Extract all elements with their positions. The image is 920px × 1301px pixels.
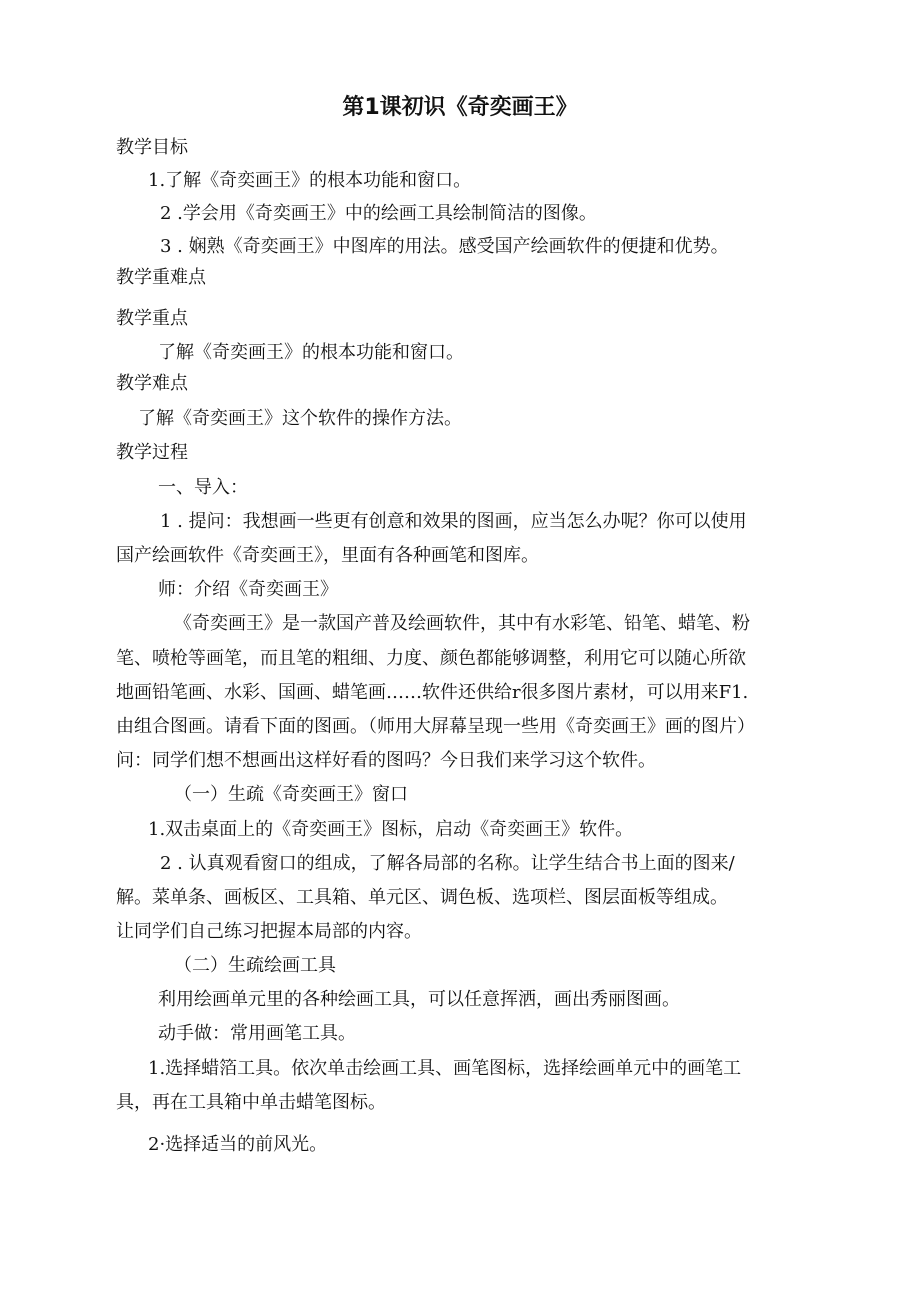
paragraph-line: 2 . 认真观看窗口的组成，了解各局部的名称。让学生结合书上面的图来/ bbox=[160, 853, 735, 874]
paragraph-line: 地画铅笔画、水彩、国画、蜡笔画……软件还供给r很多图片素材，可以用来F1. bbox=[116, 682, 749, 703]
page-title: 第1课初识《奇奕画王》 bbox=[342, 95, 578, 120]
paragraph-line: 1.双击桌面上的《奇奕画王》图标，启动《奇奕画王》软件。 bbox=[148, 819, 634, 840]
paragraph-line: 《奇奕画王》是一款国产普及绘画软件，其中有水彩笔、铅笔、蜡笔、粉 bbox=[174, 613, 750, 634]
paragraph-line: 利用绘画单元里的各种绘画工具，可以任意挥洒，画出秀丽图画。 bbox=[158, 989, 680, 1010]
goal-item-1: 1.了解《奇奕画王》的根本功能和窗口。 bbox=[148, 170, 472, 191]
section-introduction: 一、导入： bbox=[158, 477, 248, 498]
paragraph-line: 具，再在工具箱中单击蜡笔图标。 bbox=[116, 1092, 386, 1113]
paragraph-line: 师：介绍《奇奕画王》 bbox=[158, 579, 338, 600]
paragraph-line: 动手做：常用画笔工具。 bbox=[158, 1023, 356, 1044]
key-point-text: 了解《奇奕画王》的根本功能和窗口。 bbox=[158, 342, 464, 363]
subsection-drawing-tools: （二）生疏绘画工具 bbox=[174, 955, 336, 976]
goal-item-3: 3 . 娴熟《奇奕画王》中图库的用法。感受国产绘画软件的便捷和优势。 bbox=[160, 236, 729, 257]
goal-item-2: 2 .学会用《奇奕画王》中的绘画工具绘制简洁的图像。 bbox=[160, 203, 597, 224]
paragraph-line: 1.选择蜡箔工具。依次单击绘画工具、画笔图标，选择绘画单元中的画笔工 bbox=[148, 1058, 742, 1079]
heading-teaching-goals: 教学目标 bbox=[116, 137, 188, 158]
paragraph-line: 1 . 提问：我想画一些更有创意和效果的图画，应当怎么办呢？你可以使用 bbox=[160, 511, 747, 532]
paragraph-line: 让同学们自己练习把握本局部的内容。 bbox=[116, 921, 422, 942]
paragraph-line: 解。菜单条、画板区、工具箱、单元区、调色板、选项栏、图层面板等组成。 bbox=[116, 887, 728, 908]
heading-key-points: 教学重点 bbox=[116, 308, 188, 329]
paragraph-line: 国产绘画软件《奇奕画王》，里面有各种画笔和图库。 bbox=[116, 545, 539, 566]
paragraph-line: 由组合图画。请看下面的图画。（师用大屏幕呈现一些用《奇奕画王》画的图片） bbox=[116, 716, 755, 737]
subsection-window: （一）生疏《奇奕画王》窗口 bbox=[174, 784, 408, 805]
heading-teaching-process: 教学过程 bbox=[116, 442, 188, 463]
paragraph-line: 笔、喷枪等画笔，而且笔的粗细、力度、颜色都能够调整，利用它可以随心所欲 bbox=[116, 648, 746, 669]
difficult-point-text: 了解《奇奕画王》这个软件的操作方法。 bbox=[138, 408, 462, 429]
heading-difficult-points: 教学难点 bbox=[116, 373, 188, 394]
paragraph-line: 问：同学们想不想画出这样好看的图吗？今日我们来学习这个软件。 bbox=[116, 750, 656, 771]
heading-key-difficult-points: 教学重难点 bbox=[116, 267, 206, 288]
paragraph-line: 2·选择适当的前风光。 bbox=[148, 1134, 328, 1155]
